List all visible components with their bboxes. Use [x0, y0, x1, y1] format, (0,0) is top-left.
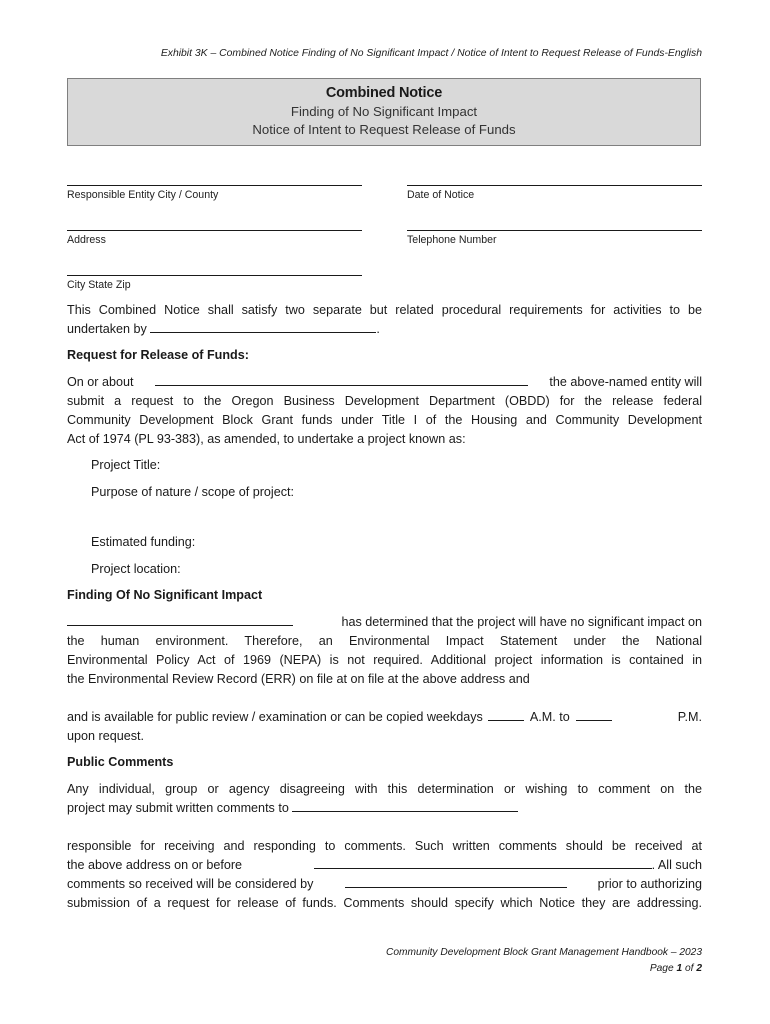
- comments-considered-blank[interactable]: [345, 875, 567, 888]
- footer-page-total: 2: [696, 963, 702, 974]
- comments-considered-by: comments so received will be considered by: [67, 877, 314, 891]
- fonsi-line-1: [67, 613, 702, 632]
- fonsi-entity-blank[interactable]: [67, 613, 293, 626]
- exhibit-header: Exhibit 3K – Combined Notice Finding of No Significant Impact / Notice of Intent to Request Release of Funds-English: [160, 48, 702, 59]
- fonsi-am-to: A.M. to: [529, 710, 570, 724]
- comments-deadline-blank[interactable]: [314, 856, 652, 869]
- project-location-label: Project location:: [91, 562, 181, 576]
- rrof-line-3: Community Development Block Grant funds under Title I of the Housing and Community Development: [67, 413, 702, 427]
- comments-prior-to: prior to authorizing: [597, 877, 702, 891]
- footer-of-word: of: [684, 963, 694, 974]
- comments-line-6: submission of a request for release of funds. Comments should specify which Notice they are addressing.: [67, 896, 702, 910]
- telephone-label: Telephone Number: [407, 234, 497, 246]
- comments-line-3: responsible for receiving and responding to comments. Such written comments should be received at: [67, 839, 702, 853]
- date-of-notice-label: Date of Notice: [407, 189, 475, 201]
- rrof-line-1: [67, 373, 702, 392]
- rrof-entity-will: the above-named entity will: [549, 375, 702, 389]
- rrof-on-or-about: On or about: [67, 375, 134, 389]
- comments-line-4: [67, 856, 702, 875]
- undertaken-by-blank[interactable]: [150, 320, 376, 333]
- city-state-zip-label: City State Zip: [67, 279, 131, 291]
- title-box: [67, 78, 701, 146]
- notice-title: Combined Notice: [325, 85, 443, 101]
- rrof-line-2: submit a request to the Oregon Business Development Department (OBDD) for the release federal: [67, 394, 702, 408]
- comments-line-5: [67, 875, 702, 894]
- purpose-label: Purpose of nature / scope of project:: [91, 485, 295, 499]
- intro-undertaken-by: undertaken by: [67, 322, 147, 336]
- address-label: Address: [67, 234, 106, 246]
- comments-on-or-before: the above address on or before: [67, 858, 243, 872]
- intro-line-2: [67, 320, 702, 339]
- footer-page-number: [650, 963, 702, 974]
- responsible-entity-field[interactable]: [67, 185, 362, 201]
- responsible-entity-line[interactable]: [67, 185, 362, 186]
- rrof-line-4: Act of 1974 (PL 93-383), as amended, to undertake a project known as:: [67, 432, 466, 446]
- notice-subtitle-rrof: Notice of Intent to Request Release of Funds: [252, 122, 516, 137]
- rrof-date-blank[interactable]: [155, 373, 528, 386]
- fonsi-line-6: upon request.: [67, 729, 145, 743]
- comments-recipient-blank[interactable]: [292, 799, 518, 812]
- fonsi-line-4: the Environmental Review Record (ERR) on file at on file at the above address and: [67, 672, 530, 686]
- project-title-label: Project Title:: [91, 458, 161, 472]
- intro-line-1: This Combined Notice shall satisfy two separate but related procedural requirements for activities to be: [67, 303, 702, 317]
- fonsi-line-3: Environmental Policy Act of 1969 (NEPA) is not required. Additional project information is contained in: [67, 653, 702, 667]
- telephone-line[interactable]: [407, 230, 702, 231]
- comments-submit-to: project may submit written comments to: [67, 801, 289, 815]
- fonsi-heading: Finding Of No Significant Impact: [67, 588, 263, 602]
- comments-line-1: Any individual, group or agency disagreeing with this determination or wishing to comment on the: [67, 782, 702, 796]
- public-comments-heading: Public Comments: [67, 755, 174, 769]
- footer-page-current: 1: [676, 963, 683, 974]
- fonsi-line-5: [67, 708, 702, 727]
- estimated-funding-label: Estimated funding:: [91, 535, 196, 549]
- fonsi-determined: has determined that the project will have no significant impact on: [341, 615, 702, 629]
- comments-all-such: . All such: [651, 858, 702, 872]
- pm-time-blank[interactable]: [576, 708, 612, 721]
- footer-page-word: Page: [649, 963, 674, 974]
- date-of-notice-line[interactable]: [407, 185, 702, 186]
- rrof-heading: Request for Release of Funds:: [67, 348, 249, 362]
- fonsi-pm: P.M.: [677, 710, 702, 724]
- footer-handbook: Community Development Block Grant Management Handbook – 2023: [386, 947, 702, 958]
- responsible-entity-label: Responsible Entity City / County: [67, 189, 219, 201]
- city-state-zip-field[interactable]: [67, 275, 362, 291]
- notice-subtitle-fonsi: Finding of No Significant Impact: [290, 104, 478, 119]
- address-field[interactable]: [67, 230, 362, 246]
- fonsi-available: and is available for public review / examination or can be copied weekdays: [67, 710, 483, 724]
- comments-line-2: [67, 799, 702, 818]
- city-state-zip-line[interactable]: [67, 275, 362, 276]
- address-line[interactable]: [67, 230, 362, 231]
- am-time-blank[interactable]: [488, 708, 524, 721]
- date-of-notice-field[interactable]: [407, 185, 702, 201]
- intro-period: .: [376, 322, 380, 336]
- fonsi-line-2: the human environment. Therefore, an Environmental Impact Statement under the National: [67, 634, 702, 648]
- telephone-field[interactable]: [407, 230, 702, 246]
